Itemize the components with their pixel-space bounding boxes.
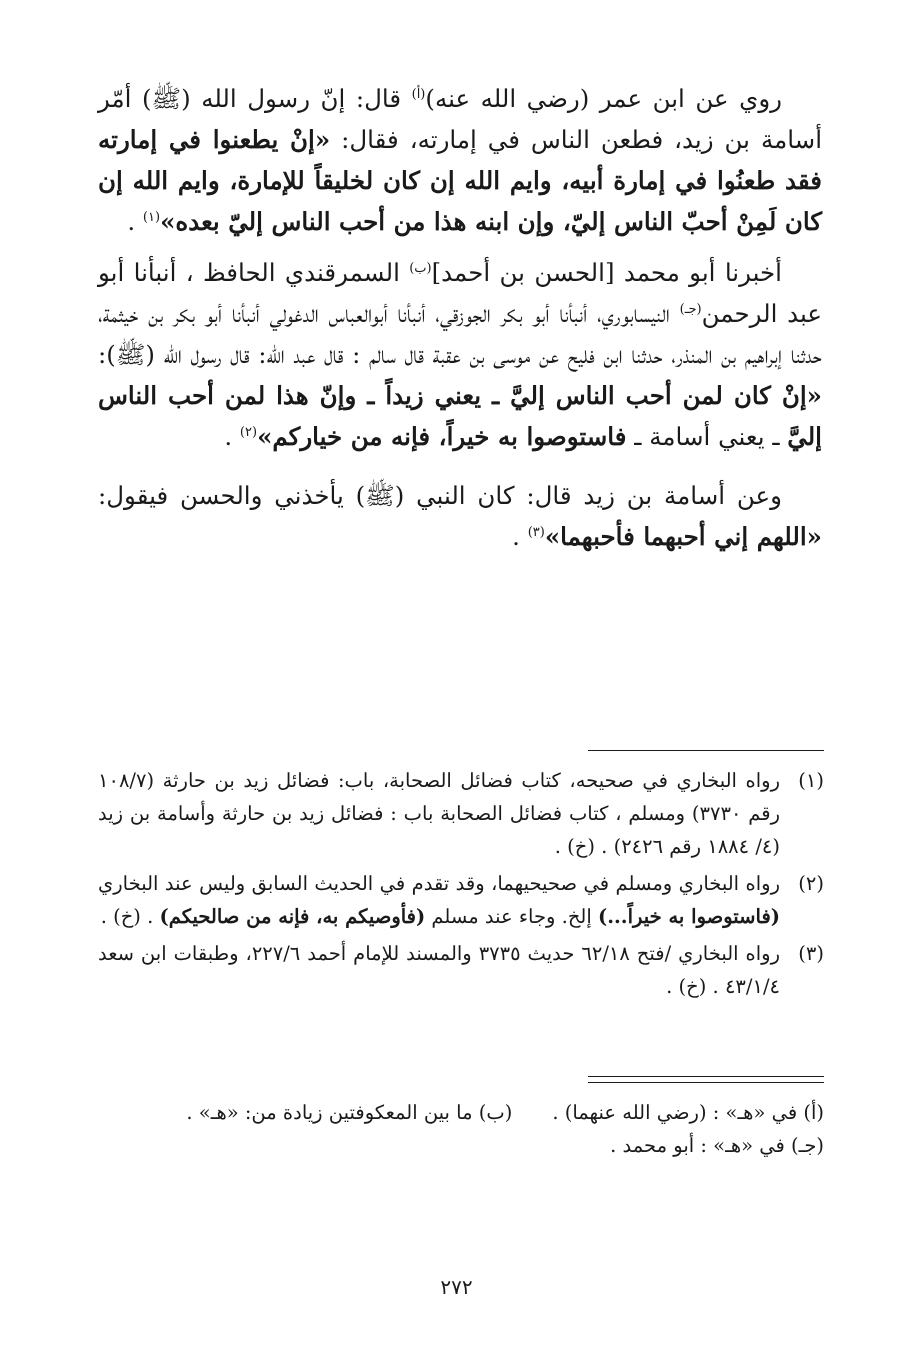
footnote-quote: (فاستوصوا به خيراً...) xyxy=(597,905,780,928)
footnote-text: رواه البخاري ومسلم في صحيحيهما، وقد تقدم في الحديث السابق وليس عند البخاري xyxy=(98,872,780,895)
hadith-quote: «اللهم إني أحبهما فأحبهما» xyxy=(544,522,822,551)
footnote-text: إلخ. وجاء عند مسلم xyxy=(425,905,598,928)
variant-note-a: (أ) في «هـ» : (رضي الله عنهما) . xyxy=(552,1101,824,1124)
footnote-text: . (خ) . xyxy=(100,905,160,928)
footnote-1 xyxy=(98,764,824,863)
footnote-text: رواه البخاري /فتح ٦٢/١٨ حديث ٣٧٣٥ والمسند للإمام أحمد ٢٢٧/٦، وطبقات ابن سعد ٤٣/١/٤ . (خ) . xyxy=(98,942,780,998)
variant-notes-row-2 xyxy=(98,1129,824,1162)
variant-separator-bottom xyxy=(588,1082,824,1083)
text-run: النيسابوري، أنبأنا أبو بكر الجوزقي، أنبأنا أبوالعباس الدغولي أنبأنا أبو بكر بن خيثمة، حدثنا إبراهيم بن المنذر، حدثنا ابن فليح عن موسى بن عقبة قال سالم : قال عبد الله: قال رسول الله (ﷺ): xyxy=(98,299,822,369)
text-run: السمرقندي الحافظ ، أنبأنا أبو عبد الرحمن xyxy=(98,258,822,328)
hadith-quote: فاستوصوا به خيراً، فإنه من خياركم» xyxy=(257,422,627,451)
paragraph-1 xyxy=(98,78,822,242)
main-text xyxy=(98,78,822,575)
footnote-marker: (أ) xyxy=(411,86,426,102)
text-run: . xyxy=(127,207,143,236)
footnote-marker: (٢) xyxy=(239,424,258,440)
footnote-2 xyxy=(98,867,824,933)
footnote-separator xyxy=(588,750,824,751)
paragraph-2 xyxy=(98,252,822,457)
variant-note-b: (ب) ما بين المعكوفتين زيادة من: «هـ» . xyxy=(186,1101,513,1124)
footnote-marker: (٣) xyxy=(527,524,545,540)
footnote-marker: (ب) xyxy=(409,260,432,276)
footnote-text: رواه البخاري في صحيحه، كتاب فضائل الصحابة، باب: فضائل زيد بن حارثة (١٠٨/٧ رقم ٣٧٣٠) ومسلم ، كتاب فضائل الصحابة باب : فضائل زيد بن حارثة وأسامة بن زيد (٤/ ١٨٨٤ رقم ٢٤٢٦) . (خ) . xyxy=(98,769,780,858)
page-number: ٢٧٢ xyxy=(440,1275,473,1299)
text-run: . xyxy=(224,422,240,451)
footnote-quote: (فأوصيكم به، فإنه من صالحيكم) xyxy=(159,905,426,928)
footnote-number: (١) xyxy=(798,769,824,792)
text-run: ـ يعني أسامة ـ xyxy=(626,422,788,451)
footnote-number: (٢) xyxy=(798,872,824,895)
footnote-3 xyxy=(98,937,824,1003)
hadith-quote: «إنْ يطعنوا في إمارته فقد طعنُوا في إمارة أبيه، وايم الله إن كان لخليقاً للإمارة، وايم الله إن كان لَمِنْ أحبّ الناس إليّ، وإن ابنه هذا من أحب الناس إليّ بعده» xyxy=(98,125,822,236)
paragraph-3 xyxy=(98,475,822,557)
footnote-marker: (جـ) xyxy=(679,301,702,317)
variant-notes xyxy=(98,1096,824,1162)
text-run: قال: إنّ رسول الله (ﷺ) أمّر أسامة بن زيد، فطعن الناس في إمارته، فقال: xyxy=(98,84,822,154)
footnotes xyxy=(98,764,824,1007)
hadith-quote: «إنْ كان لمن أحب الناس إليَّ ـ يعني زيداً ـ وإنّ هذا لمن أحب الناس إليَّ xyxy=(98,381,822,451)
text-run: وعن أسامة بن زيد قال: كان النبي (ﷺ) يأخذني والحسن فيقول: xyxy=(98,481,782,510)
footnote-marker: (١) xyxy=(142,209,161,225)
variant-note-c: (جـ) في «هـ» : أبو محمد . xyxy=(610,1134,824,1157)
variant-notes-row-1 xyxy=(98,1096,824,1129)
footnote-number: (٣) xyxy=(798,942,824,965)
text-run: أخبرنا أبو محمد [الحسن بن أحمد] xyxy=(431,258,782,287)
variant-separator-top xyxy=(588,1076,824,1077)
text-run: روي عن ابن عمر (رضي الله عنه) xyxy=(425,84,782,113)
text-run: . xyxy=(512,522,528,551)
